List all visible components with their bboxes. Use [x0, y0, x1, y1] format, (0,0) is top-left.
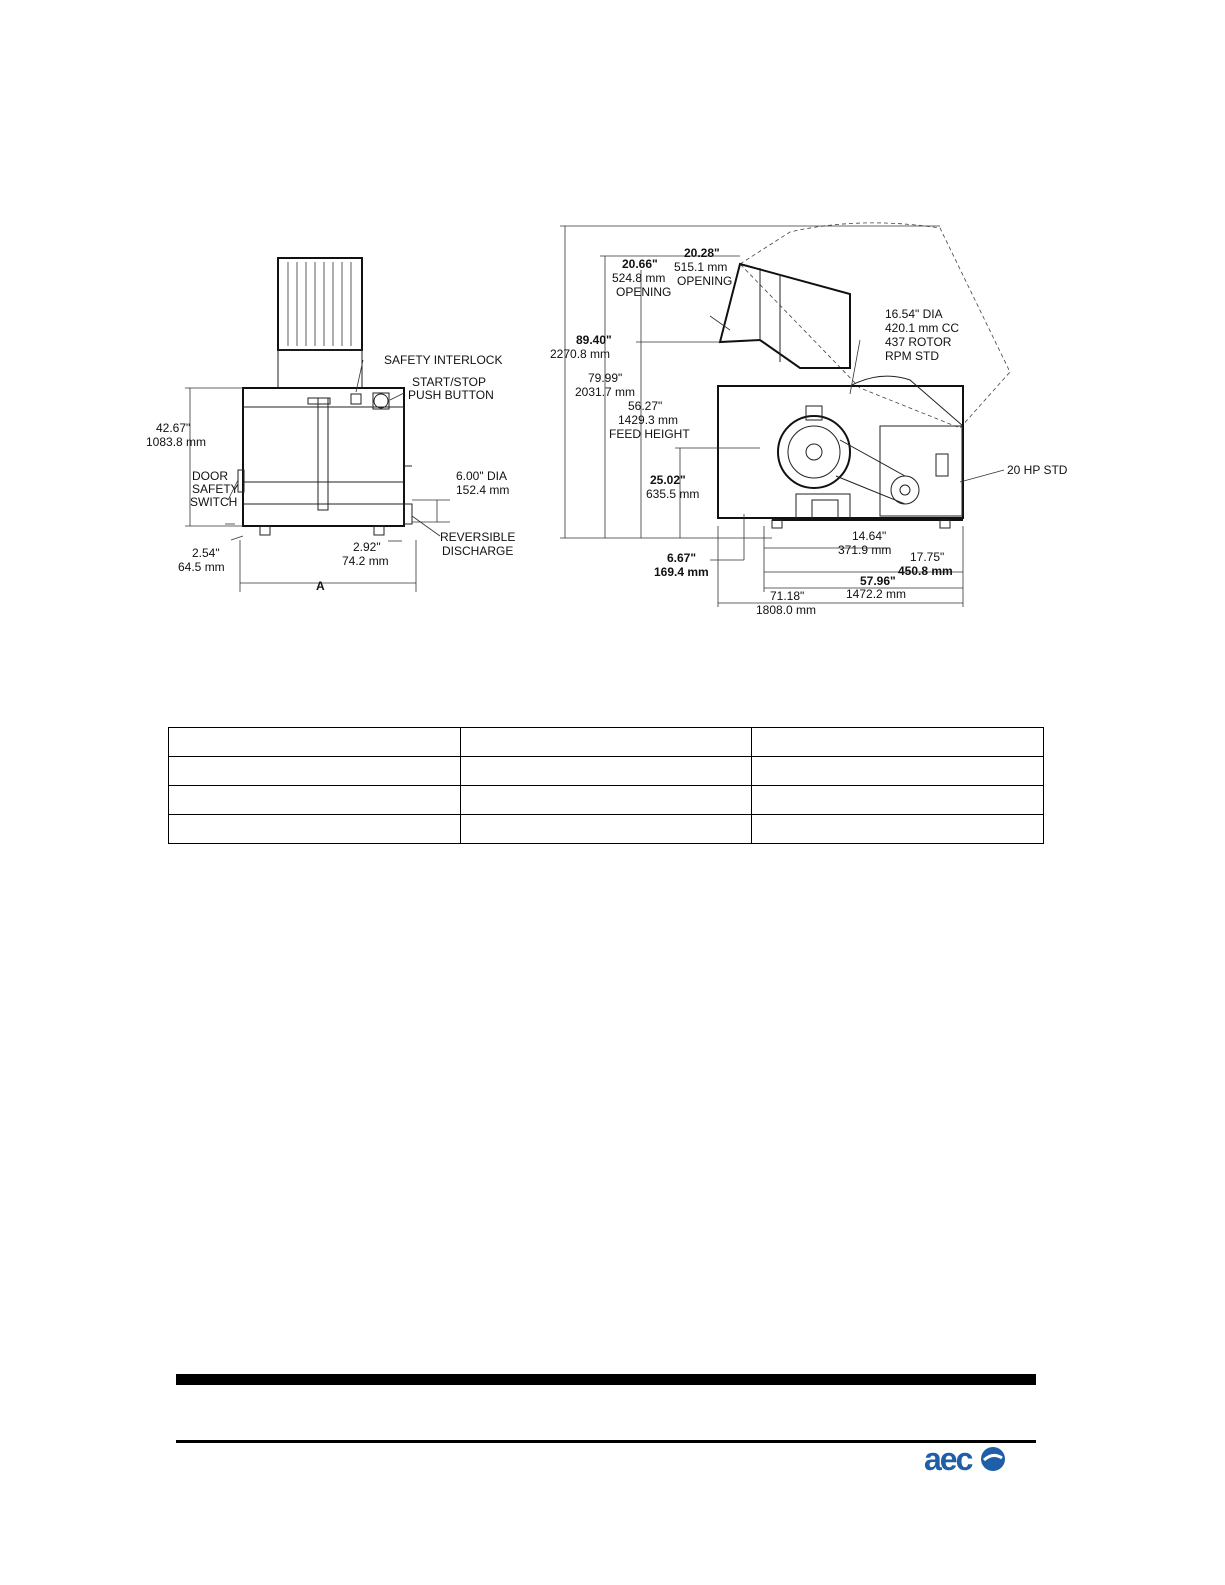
footer-rule-thin: [176, 1440, 1036, 1443]
offset-dim-in: 2.92": [353, 540, 381, 554]
rotor-std: RPM STD: [885, 349, 939, 363]
table-row: [169, 728, 1044, 757]
table-row: [169, 786, 1044, 815]
table-cell: [752, 757, 1044, 786]
aec-logo: [922, 1442, 1008, 1476]
switch-label: SWITCH: [190, 495, 238, 509]
dim1-in: 14.64": [852, 529, 887, 543]
table-cell: [752, 728, 1044, 757]
width-a-label: A: [316, 579, 325, 593]
front-height-in: 42.67": [156, 421, 191, 435]
dim4-mm: 1808.0 mm: [756, 603, 817, 617]
hopper-height-in: 79.99": [588, 371, 623, 385]
hopper-height-mm: 2031.7 mm: [575, 385, 636, 399]
dim3-mm: 1472.2 mm: [846, 587, 907, 601]
reversible-label: REVERSIBLE: [440, 530, 516, 544]
front-view: [185, 258, 450, 592]
table-cell: [169, 815, 461, 844]
offset-dim-mm: 74.2 mm: [342, 554, 389, 568]
opening1-in: 20.66": [622, 257, 658, 271]
base-offset-in: 6.67": [667, 551, 697, 565]
rotor-cc: 420.1 mm CC: [885, 321, 960, 335]
front-height-mm: 1083.8 mm: [146, 435, 207, 449]
opening1-label: OPENING: [616, 285, 672, 299]
table-row: [169, 815, 1044, 844]
door-label: DOOR: [192, 469, 228, 483]
feed-height-mm: 1429.3 mm: [618, 413, 679, 427]
machine-drawing: [0, 0, 1225, 640]
opening2-label: OPENING: [677, 274, 733, 288]
dim1-mm: 371.9 mm: [838, 543, 892, 557]
base-offset-mm: 169.4 mm: [654, 565, 709, 579]
table-cell: [169, 757, 461, 786]
safety-interlock-label: SAFETY INTERLOCK: [384, 353, 503, 367]
dim2-mm: 450.8 mm: [898, 564, 953, 578]
logo-text: aec: [924, 1442, 972, 1476]
foot-dim-mm: 64.5 mm: [178, 560, 225, 574]
discharge-height-mm: 635.5 mm: [646, 487, 700, 501]
table-cell: [460, 757, 752, 786]
table-cell: [460, 815, 752, 844]
rotor-dia: 16.54" DIA: [885, 307, 943, 321]
dim4-in: 71.18": [770, 589, 805, 603]
overall-height-mm: 2270.8 mm: [550, 347, 611, 361]
table-cell: [169, 728, 461, 757]
feed-height-in: 56.27": [628, 399, 663, 413]
dim2-in: 17.75": [910, 550, 945, 564]
footer-rule-thick: [176, 1374, 1036, 1385]
discharge-dia-in: 6.00" DIA: [456, 469, 507, 483]
opening2-in: 20.28": [684, 246, 720, 260]
table-cell: [460, 786, 752, 815]
overall-height-in: 89.40": [576, 333, 612, 347]
feed-height-label: FEED HEIGHT: [609, 427, 690, 441]
rotor-rpm: 437 ROTOR: [885, 335, 952, 349]
opening1-mm: 524.8 mm: [612, 271, 666, 285]
table-cell: [752, 815, 1044, 844]
foot-dim-in: 2.54": [192, 546, 220, 560]
start-stop-label: START/STOP: [412, 375, 487, 389]
spec-table: [168, 727, 1044, 844]
discharge-height-in: 25.02": [650, 473, 686, 487]
table-row: [169, 757, 1044, 786]
safety-label: SAFETY: [192, 482, 239, 496]
motor-label: 20 HP STD: [1007, 463, 1068, 477]
table-cell: [169, 786, 461, 815]
dim3-in: 57.96": [860, 574, 896, 588]
table-cell: [460, 728, 752, 757]
discharge-label: DISCHARGE: [442, 544, 514, 558]
push-button-label: PUSH BUTTON: [408, 388, 494, 402]
opening2-mm: 515.1 mm: [674, 260, 728, 274]
table-cell: [752, 786, 1044, 815]
discharge-dia-mm: 152.4 mm: [456, 483, 510, 497]
